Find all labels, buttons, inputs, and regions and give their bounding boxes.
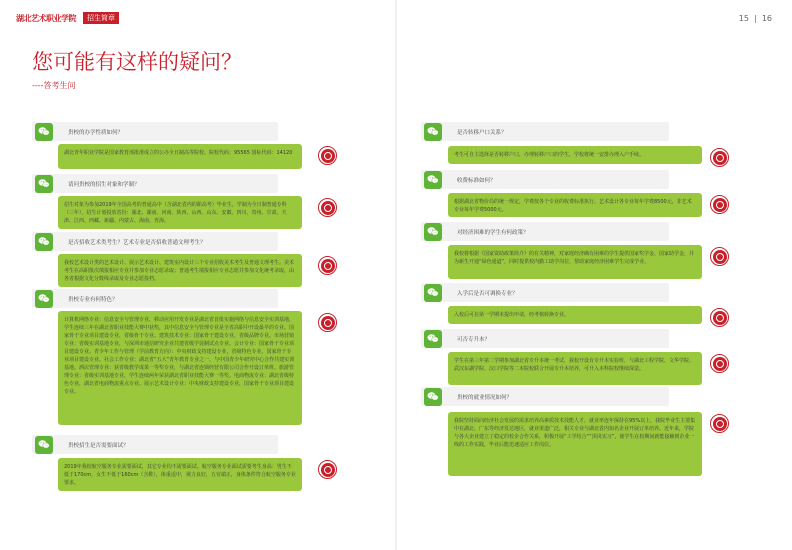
wechat-icon — [424, 123, 442, 141]
wechat-icon — [35, 290, 53, 308]
answer-bubble — [448, 352, 702, 385]
page-number-right: 16 — [761, 14, 772, 23]
question-bar — [421, 222, 669, 241]
question-bar — [32, 232, 278, 251]
school-seal-avatar-icon — [710, 247, 729, 266]
wechat-icon — [424, 284, 442, 302]
question-bar — [32, 174, 278, 193]
school-seal-avatar-icon — [710, 308, 729, 327]
answer-text: 2019年我校航空服务专业需要面试，其它专业均不需要面试。航空服务专业面试需要考生身高：男生不低于170cm，女生不低于160cm（含鞋），体重适中，视力良好，五官端正，身体条件符合航空服务专业要求。 — [64, 464, 296, 486]
question-text: 贵校的就业情况如何？ — [457, 394, 513, 401]
wechat-icon — [35, 123, 53, 141]
section-tag: 招生简章 — [83, 12, 119, 24]
school-seal-avatar-icon — [318, 198, 337, 217]
page-numbers — [739, 14, 772, 23]
answer-text: 计算机网络专业：信息安全与管理专业、移动应用开发专业是湖北省首批实施网络与信息安全实训基地，学生连续三年在湖北省职业技能大赛中获奖，其中信息安全与管理专业是全省高职中开设最早的专业。国家骨干专业项目建设专业，省级骨干专业。建筑技术专业：国家骨干建设专业，省级品牌专业。市场营销专业：省级实训基地专业，与深圳市通信研究企业共建省级学徒制试点专业。会计专业：国家骨干专业项目建设专业。青少年工作与管理（学前教育方向）：中央财政支持建设专业，省级特色专业，国家骨干专业项目建设专业。社会工作专业：湖北省“五大”青年教育专业之一，与中国青少年研究中心合作共建实训基地。酒店管理专业：获省级教学成果一等奖专业，与湖北省连锁经营有限公司合作开设订单班。旅游管理专业：省级实训基地专业，学生连续两年荣获湖北省职业技能大赛一等奖。电商物流专业：湖北省级特色专业，湖北省电商物流重点专业。展示艺术设计专业：中央财政支持建设专业，国家骨干专业项目建设专业。 — [64, 317, 295, 395]
question-text: 请问贵校的招生对象和学制？ — [68, 181, 140, 188]
answer-text: 入校后可在第一学期末提出申请，经考核转换专业。 — [454, 312, 570, 318]
school-seal-avatar-icon — [318, 256, 337, 275]
school-seal-avatar-icon — [710, 195, 729, 214]
question-text: 收费标准如何？ — [457, 177, 496, 184]
answer-bubble — [58, 144, 302, 169]
question-bar — [32, 289, 278, 308]
school-seal-avatar-icon — [710, 354, 729, 373]
school-seal-avatar-icon — [318, 460, 337, 479]
answer-bubble — [448, 245, 702, 279]
page-gutter — [395, 0, 397, 550]
wechat-icon — [424, 330, 442, 348]
answer-bubble — [448, 146, 702, 164]
question-text: 入学后是否可调换专业？ — [457, 290, 518, 297]
question-text: 是否招收艺术类考生？艺术专业是否招收普通文理考生？ — [68, 239, 206, 246]
answer-text: 招生对象为参加2019年全国高考的普通高中（含湖北省内的职高考）毕业生，学制为全日制普通专科（三年），招生计划投放省份：湖北、湖南、河南、陕西、山西、山东、安徽、四川、贵州、甘肃、天津、江西、西藏、新疆、内蒙古、海南、青海。 — [64, 202, 287, 224]
question-bar — [421, 122, 669, 141]
answer-bubble — [448, 306, 702, 324]
question-bar — [421, 387, 669, 406]
page-separator: | — [754, 14, 757, 23]
answer-text: 我校艺术设计类的艺术设计、展示艺术设计、建筑室内设计三个专业招收美术考生及普通文理考生。美术考生在高职批次填报相应专业并参加专业志愿录取；普通考生填报相应专业志愿并参加文化统考录取，由各省根据文化分数线录取及专业志愿投档。 — [64, 260, 295, 282]
school-logo: 湖北艺术职业学院 — [16, 13, 76, 23]
wechat-icon — [35, 233, 53, 251]
answer-bubble — [448, 193, 702, 217]
answer-text: 湖北青年职业学院是国家教育部批准成立的公办全日制高等院校。院校代码：95565 国标代码：14120 — [64, 150, 293, 156]
wechat-icon — [35, 436, 53, 454]
wechat-icon — [35, 175, 53, 193]
wechat-icon — [424, 171, 442, 189]
answer-bubble — [58, 311, 302, 425]
page-subtitle: ----答考生问 — [32, 81, 76, 90]
question-bar — [421, 329, 669, 348]
school-seal-avatar-icon — [710, 148, 729, 167]
answer-text: 学生在第三年第二学期参加湖北省专升本统一考试，我校开设有专升本实验班，与湖北工程学院、文华学院、武汉东湖学院、汉口学院等二本院校联合开展专升本培养，可升入本科院校继续深造。 — [454, 358, 695, 372]
wechat-icon — [424, 223, 442, 241]
question-text: 对经济困难的学生有何政策？ — [457, 229, 529, 236]
school-seal-avatar-icon — [318, 313, 337, 332]
answer-text: 根据湖北省物价局的统一规定，学费按各个专业的收费标准执行。艺术设计各专业每年学费8500元，非艺术专业每年学费5000元。 — [454, 199, 692, 213]
question-bar — [32, 122, 278, 141]
wechat-icon — [424, 388, 442, 406]
question-bar — [421, 283, 669, 302]
question-bar — [32, 435, 278, 454]
answer-bubble — [58, 254, 302, 287]
question-bar — [421, 170, 669, 189]
question-text: 是否转移户口关系？ — [457, 129, 507, 136]
answer-text: 我院坚持面向经济社会发展的需求培养高素质技术技能人才，就业率连年保持在95%以上，我院毕业生主要集中在湖北、广东等经济发达地区，就业渠道广泛，相关专业与湖北省内知名企业开展订单培养。近年来，学院与各大企业建立了稳定的校企合作关系，积极开展“工学结合”“顶岗实习”，使学生在校期间就能接触到企业一线的工作实践，毕业后能迅速适应工作岗位。 — [454, 418, 696, 448]
question-text: 可否专升本？ — [457, 336, 491, 343]
page-number-left: 15 — [738, 14, 749, 23]
question-text: 贵校专业有何特色？ — [68, 296, 118, 303]
school-seal-avatar-icon — [710, 414, 729, 433]
answer-bubble — [58, 196, 302, 229]
school-seal-avatar-icon — [318, 146, 337, 165]
question-text: 贵校招生是否需要面试？ — [68, 442, 129, 449]
answer-bubble — [448, 412, 702, 476]
answer-bubble — [58, 458, 302, 491]
question-text: 贵校的办学性质如何？ — [68, 129, 124, 136]
answer-text: 考生可自主选择是否转移户口，办理转移户口的学生，学校将统一安排办理入户手续。 — [454, 152, 645, 158]
answer-text: 我校将根据《国家资助政策简介》的有关精神，对家庭经济确有困难的学生提供国家奖学金、国家助学金，并为新生开通“绿色通道”，同时提供校内勤工助学岗位，帮助家庭经济困难学生完成学业。 — [454, 251, 695, 265]
page-title: 您可能有这样的疑问？ — [32, 50, 242, 74]
